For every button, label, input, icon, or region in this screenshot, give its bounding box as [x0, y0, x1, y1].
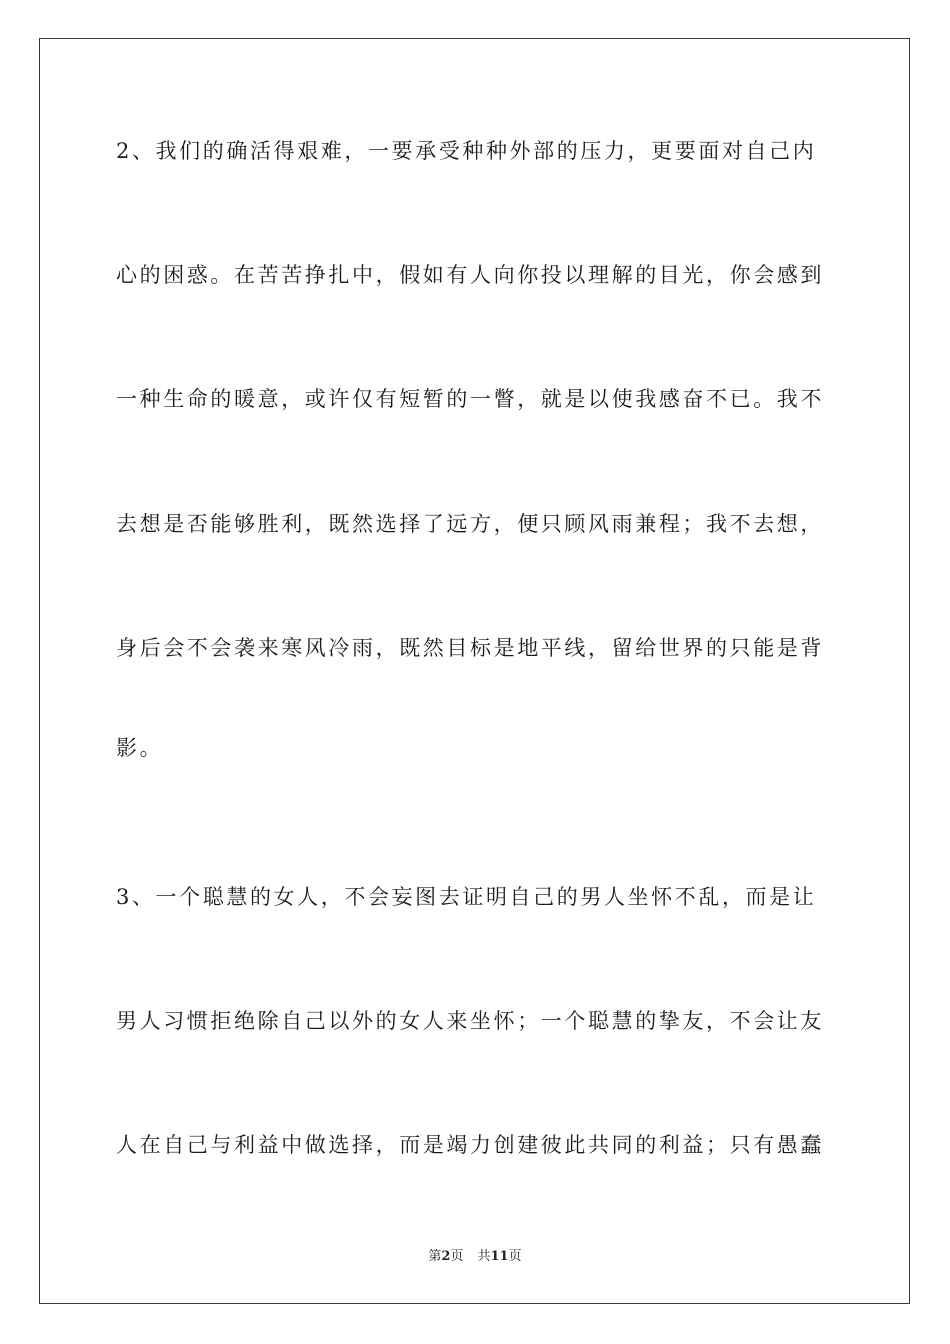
body-text-line: 3、一个聪慧的女人，不会妄图去证明自己的男人坐怀不乱，而是让 — [116, 885, 817, 909]
body-text-line: 人在自己与利益中做选择，而是竭力创建彼此共同的利益；只有愚蠢 — [116, 1133, 824, 1157]
body-text-line: 2、我们的确活得艰难，一要承受种种外部的压力，更要面对自己内 — [116, 139, 817, 163]
body-text-line: 男人习惯拒绝除自己以外的女人来坐怀；一个聪慧的挚友，不会让友 — [116, 1009, 824, 1033]
page-footer — [0, 1248, 950, 1266]
body-text-line: 身后会不会袭来寒风冷雨，既然目标是地平线，留给世界的只能是背 — [116, 636, 824, 660]
body-text-line: 影。 — [116, 736, 164, 760]
total-prefix: 共 — [477, 1249, 491, 1264]
page-border — [39, 38, 910, 1304]
page-prefix: 第 — [428, 1249, 442, 1264]
page-suffix: 页 — [450, 1249, 464, 1264]
total-pages: 11 — [490, 1249, 509, 1264]
body-text-line: 去想是否能够胜利，既然选择了远方，便只顾风雨兼程；我不去想， — [116, 512, 824, 536]
total-suffix: 页 — [508, 1249, 522, 1264]
body-text-line: 心的困惑。在苦苦挣扎中，假如有人向你投以理解的目光，你会感到 — [116, 263, 824, 287]
body-text-line: 一种生命的暖意，或许仅有短暂的一瞥，就是以使我感奋不已。我不 — [116, 387, 824, 411]
page-number: 2 — [441, 1249, 451, 1264]
